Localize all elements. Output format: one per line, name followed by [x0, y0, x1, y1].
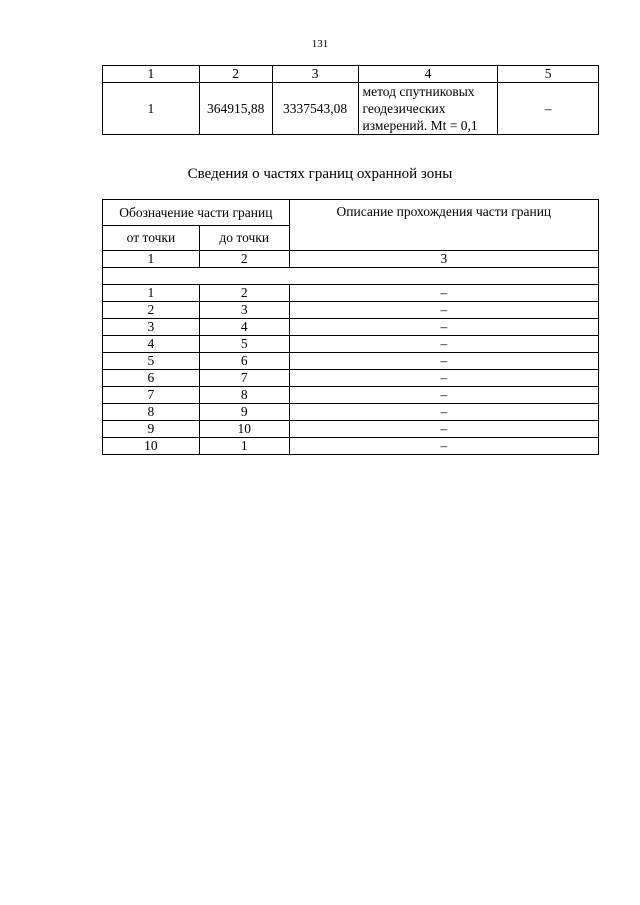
table-row — [103, 387, 599, 404]
from-point-header: от точки — [103, 226, 200, 251]
from-point-cell: 8 — [103, 404, 200, 421]
from-point-cell: 5 — [103, 353, 200, 370]
column-number-cell: 2 — [199, 66, 272, 83]
boundary-rows — [103, 285, 599, 455]
boundary-designation-header: Обозначение части границ — [103, 200, 290, 226]
description-cell: – — [289, 319, 598, 336]
boundary-parts-table — [102, 199, 599, 455]
from-point-cell: 4 — [103, 336, 200, 353]
to-point-cell: 5 — [199, 336, 289, 353]
to-point-cell: 9 — [199, 404, 289, 421]
column-numbers-row — [103, 66, 599, 83]
from-point-cell: 7 — [103, 387, 200, 404]
section-title: Сведения о частях границ охранной зоны — [187, 166, 453, 182]
to-point-cell: 10 — [199, 421, 289, 438]
table-row — [103, 336, 599, 353]
column-number-cell: 1 — [103, 251, 200, 268]
column-numbers-row — [103, 251, 599, 268]
table-row — [103, 404, 599, 421]
coordinates-table — [102, 65, 599, 135]
column-number-cell: 2 — [199, 251, 289, 268]
from-point-cell: 3 — [103, 319, 200, 336]
y-coordinate-cell: 3337543,08 — [272, 83, 358, 135]
method-line: измерений. Mt = 0,1 — [362, 118, 478, 133]
description-cell: – — [289, 353, 598, 370]
description-cell: – — [289, 387, 598, 404]
description-cell: – — [289, 302, 598, 319]
to-point-header: до точки — [199, 226, 289, 251]
from-point-cell: 6 — [103, 370, 200, 387]
point-number-cell: 1 — [103, 83, 200, 135]
column-number-cell: 3 — [272, 66, 358, 83]
method-line: метод спутниковых — [362, 84, 475, 99]
to-point-cell: 1 — [199, 438, 289, 455]
method-line: геодезических — [362, 101, 446, 116]
table-row — [103, 319, 599, 336]
to-point-cell: 3 — [199, 302, 289, 319]
description-cell: – — [289, 336, 598, 353]
description-cell: – — [289, 285, 598, 302]
table-row — [103, 353, 599, 370]
column-number-cell: 1 — [103, 66, 200, 83]
table-row — [103, 421, 599, 438]
empty-row — [103, 268, 599, 285]
to-point-cell: 4 — [199, 319, 289, 336]
header-row — [103, 200, 599, 226]
table-row — [103, 370, 599, 387]
to-point-cell: 6 — [199, 353, 289, 370]
table-row — [103, 285, 599, 302]
method-cell — [358, 83, 498, 135]
table-row — [103, 83, 599, 135]
to-point-cell: 8 — [199, 387, 289, 404]
empty-cell — [103, 268, 599, 285]
column-number-cell: 5 — [498, 66, 599, 83]
note-cell: – — [498, 83, 599, 135]
from-point-cell: 10 — [103, 438, 200, 455]
from-point-cell: 9 — [103, 421, 200, 438]
description-cell: – — [289, 438, 598, 455]
description-cell: – — [289, 404, 598, 421]
to-point-cell: 7 — [199, 370, 289, 387]
description-cell: – — [289, 421, 598, 438]
column-number-cell: 3 — [289, 251, 598, 268]
from-point-cell: 2 — [103, 302, 200, 319]
to-point-cell: 2 — [199, 285, 289, 302]
description-cell: – — [289, 370, 598, 387]
page-number: 131 — [311, 38, 329, 50]
table-row — [103, 438, 599, 455]
table-row — [103, 302, 599, 319]
x-coordinate-cell: 364915,88 — [199, 83, 272, 135]
from-point-cell: 1 — [103, 285, 200, 302]
description-header: Описание прохождения части границ — [289, 200, 598, 251]
column-number-cell: 4 — [358, 66, 498, 83]
